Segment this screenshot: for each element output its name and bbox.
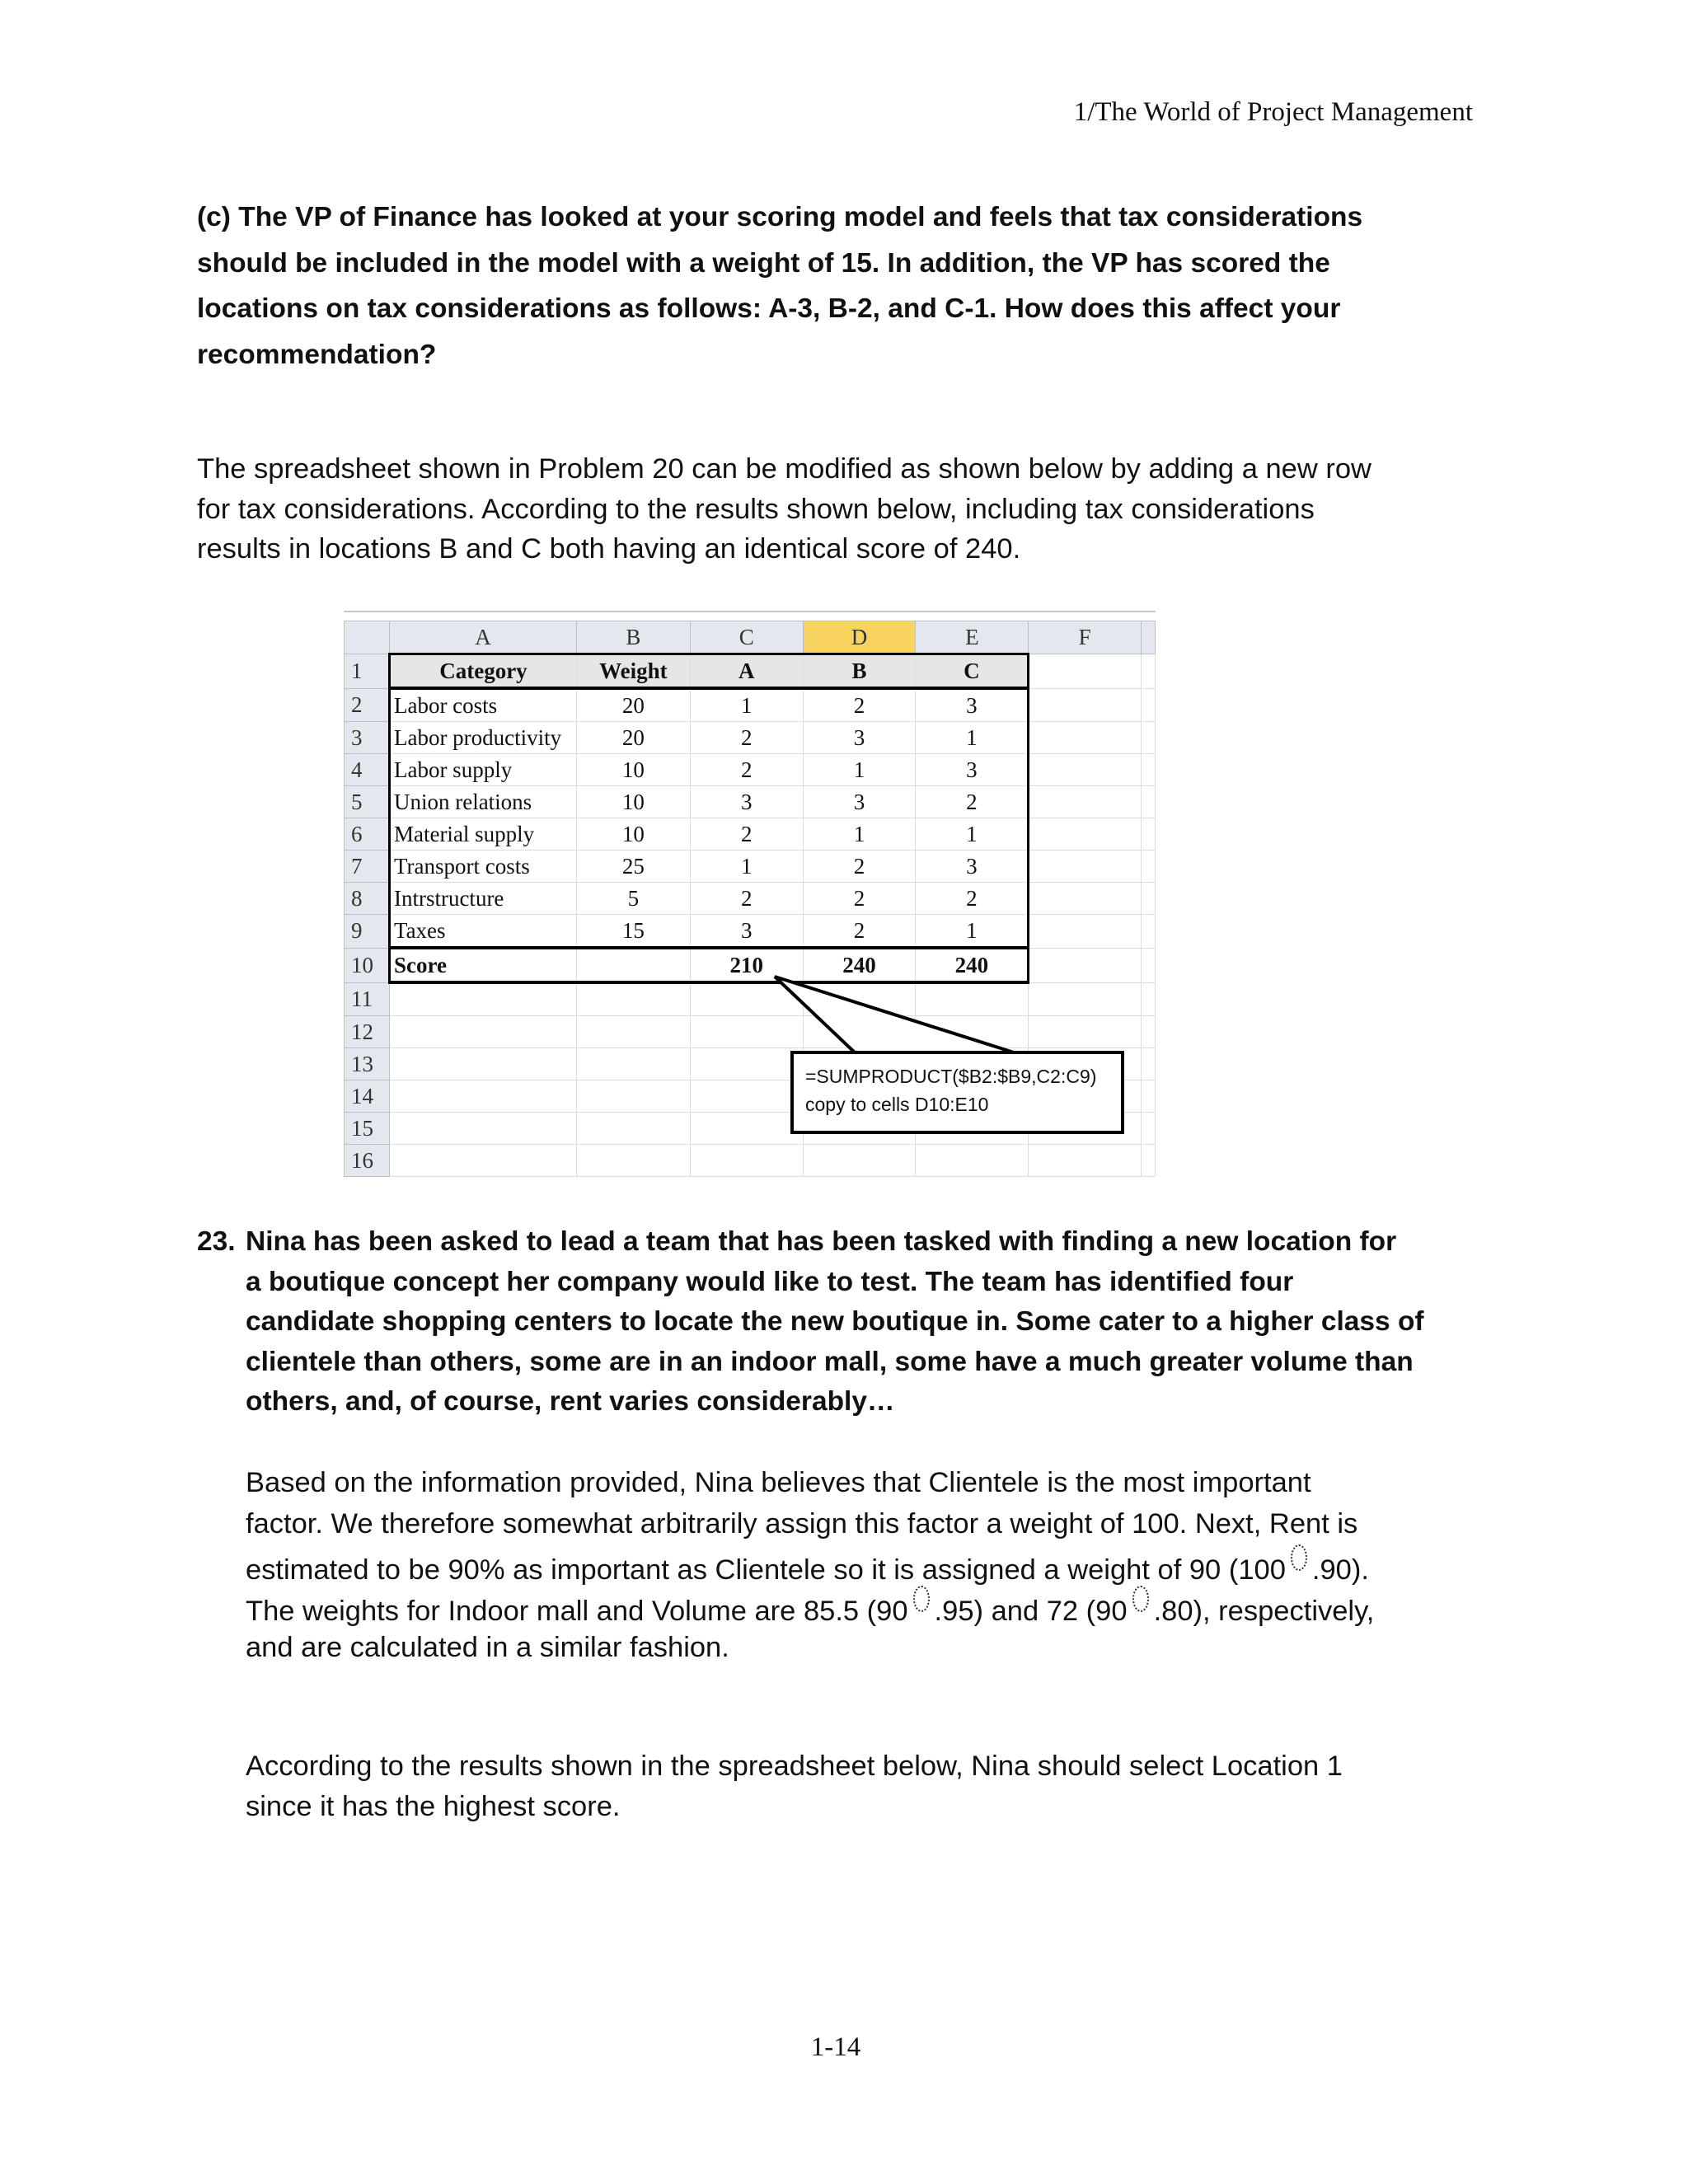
row-header[interactable]: 15: [345, 1113, 390, 1145]
missing-glyph-icon: [913, 1586, 930, 1612]
row-header[interactable]: 4: [345, 754, 390, 786]
cell[interactable]: Score: [389, 948, 576, 982]
cell[interactable]: 2: [803, 883, 916, 915]
cell[interactable]: 2: [803, 688, 916, 722]
callout-note: copy to cells D10:E10: [805, 1094, 989, 1115]
cell[interactable]: 1: [690, 688, 803, 722]
missing-glyph-icon: [1291, 1544, 1307, 1571]
cell[interactable]: 3: [916, 754, 1029, 786]
cell[interactable]: Labor costs: [389, 688, 576, 722]
answer-23: [246, 1462, 1374, 1668]
cell[interactable]: Transport costs: [389, 851, 576, 883]
row-header[interactable]: 11: [345, 982, 390, 1016]
cell[interactable]: Intrstructure: [389, 883, 576, 915]
text-line: others, and, of course, rent varies considerably…: [246, 1386, 895, 1417]
cell[interactable]: 2: [803, 851, 916, 883]
cell[interactable]: 10: [576, 754, 690, 786]
cell[interactable]: 25: [576, 851, 690, 883]
question-number: 23.: [197, 1226, 236, 1257]
cell[interactable]: 3: [803, 786, 916, 818]
cell[interactable]: 1: [916, 915, 1029, 949]
column-header[interactable]: B: [576, 621, 690, 654]
text-line: recommendation?: [197, 339, 437, 370]
text-segment: .95) and 72 (90: [934, 1596, 1128, 1627]
cell[interactable]: Material supply: [389, 818, 576, 851]
row-header[interactable]: 13: [345, 1048, 390, 1080]
cell[interactable]: Taxes: [389, 915, 576, 949]
callout-formula: =SUMPRODUCT($B2:$B9,C2:C9): [805, 1066, 1097, 1087]
cell[interactable]: 3: [916, 851, 1029, 883]
part-c-answer: [197, 449, 1372, 569]
cell[interactable]: 3: [690, 915, 803, 949]
text-line: [246, 1544, 1374, 1586]
text-line: According to the results shown in the spreadsheet below, Nina should select Location 1: [246, 1750, 1343, 1782]
cell[interactable]: 20: [576, 688, 690, 722]
row-header[interactable]: 10: [345, 948, 390, 982]
conclusion-23: [246, 1746, 1343, 1827]
cell[interactable]: 1: [803, 754, 916, 786]
cell[interactable]: 2: [803, 915, 916, 949]
cell[interactable]: 5: [576, 883, 690, 915]
text-line: locations on tax considerations as follows: A-3, B-2, and C-1. How does this affect your: [197, 293, 1341, 324]
page-number: 1-14: [810, 2032, 861, 2062]
cell[interactable]: 2: [916, 786, 1029, 818]
cell[interactable]: 2: [690, 754, 803, 786]
cell[interactable]: Labor supply: [389, 754, 576, 786]
cell[interactable]: B: [803, 654, 916, 689]
cell[interactable]: 10: [576, 818, 690, 851]
column-header[interactable]: E: [916, 621, 1029, 654]
row-header[interactable]: 14: [345, 1080, 390, 1113]
text-line: Based on the information provided, Nina believes that Clientele is the most important: [246, 1467, 1311, 1498]
text-line: a boutique concept her company would like to test. The team has identified four: [246, 1266, 1294, 1297]
cell[interactable]: Weight: [576, 654, 690, 689]
cell[interactable]: 15: [576, 915, 690, 949]
missing-glyph-icon: [1132, 1586, 1149, 1612]
cell[interactable]: C: [916, 654, 1029, 689]
running-header: 1/The World of Project Management: [1073, 97, 1473, 127]
row-header[interactable]: 2: [345, 688, 390, 722]
cell[interactable]: 1: [916, 722, 1029, 754]
cell[interactable]: Union relations: [389, 786, 576, 818]
cell[interactable]: 2: [690, 818, 803, 851]
row-header[interactable]: 8: [345, 883, 390, 915]
text-line: results in locations B and C both having an identical score of 240.: [197, 533, 1021, 565]
column-header[interactable]: A: [389, 621, 576, 654]
row-header[interactable]: 7: [345, 851, 390, 883]
text-segment: .90).: [1311, 1554, 1369, 1586]
row-header[interactable]: 3: [345, 722, 390, 754]
text-line: The spreadsheet shown in Problem 20 can be modified as shown below by adding a new row: [197, 453, 1372, 485]
cell[interactable]: Category: [389, 654, 576, 689]
text-line: for tax considerations. According to the results shown below, including tax considerations: [197, 493, 1315, 525]
question-23: [246, 1222, 1424, 1422]
text-line: candidate shopping centers to locate the new boutique in. Some cater to a higher class of: [246, 1306, 1424, 1337]
cell[interactable]: 3: [916, 688, 1029, 722]
cell[interactable]: 3: [690, 786, 803, 818]
cell[interactable]: 1: [690, 851, 803, 883]
text-line: Nina has been asked to lead a team that has been tasked with finding a new location for: [246, 1226, 1397, 1257]
text-line: factor. We therefore somewhat arbitrarily assign this factor a weight of 100. Next, Rent is: [246, 1508, 1358, 1540]
cell[interactable]: 20: [576, 722, 690, 754]
row-header[interactable]: 5: [345, 786, 390, 818]
text-line: since it has the highest score.: [246, 1791, 621, 1822]
cell[interactable]: 1: [803, 818, 916, 851]
cell[interactable]: 240: [916, 948, 1029, 982]
text-line: should be included in the model with a weight of 15. In addition, the VP has scored the: [197, 247, 1330, 279]
column-header[interactable]: C: [690, 621, 803, 654]
text-line: clientele than others, some are in an indoor mall, some have a much greater volume than: [246, 1346, 1414, 1377]
text-line: (c) The VP of Finance has looked at your scoring model and feels that tax considerations: [197, 202, 1363, 232]
column-header[interactable]: D: [803, 621, 916, 654]
text-line: [246, 1586, 1374, 1627]
text-segment: The weights for Indoor mall and Volume are 85.5 (90: [246, 1596, 908, 1627]
row-header[interactable]: 12: [345, 1016, 390, 1048]
cell[interactable]: A: [690, 654, 803, 689]
text-segment: estimated to be 90% as important as Clientele so it is assigned a weight of 90 (100: [246, 1554, 1286, 1586]
text-line: and are calculated in a similar fashion.: [246, 1632, 729, 1663]
formula-callout: [790, 1051, 1124, 1134]
row-header[interactable]: 16: [345, 1145, 390, 1177]
cell[interactable]: Labor productivity: [389, 722, 576, 754]
row-header[interactable]: 6: [345, 818, 390, 851]
cell[interactable]: 10: [576, 786, 690, 818]
part-c-question: [197, 194, 1362, 377]
cell[interactable]: 3: [803, 722, 916, 754]
cell[interactable]: 240: [803, 948, 916, 982]
cell[interactable]: 2: [916, 883, 1029, 915]
cell[interactable]: 1: [916, 818, 1029, 851]
column-header[interactable]: F: [1029, 621, 1142, 654]
row-header[interactable]: 1: [345, 654, 390, 689]
spreadsheet-screenshot: [344, 611, 1156, 1182]
text-segment: .80), respectively,: [1153, 1596, 1375, 1627]
cell[interactable]: 2: [690, 883, 803, 915]
row-header[interactable]: 9: [345, 915, 390, 949]
cell[interactable]: 210: [690, 948, 803, 982]
cell[interactable]: 2: [690, 722, 803, 754]
